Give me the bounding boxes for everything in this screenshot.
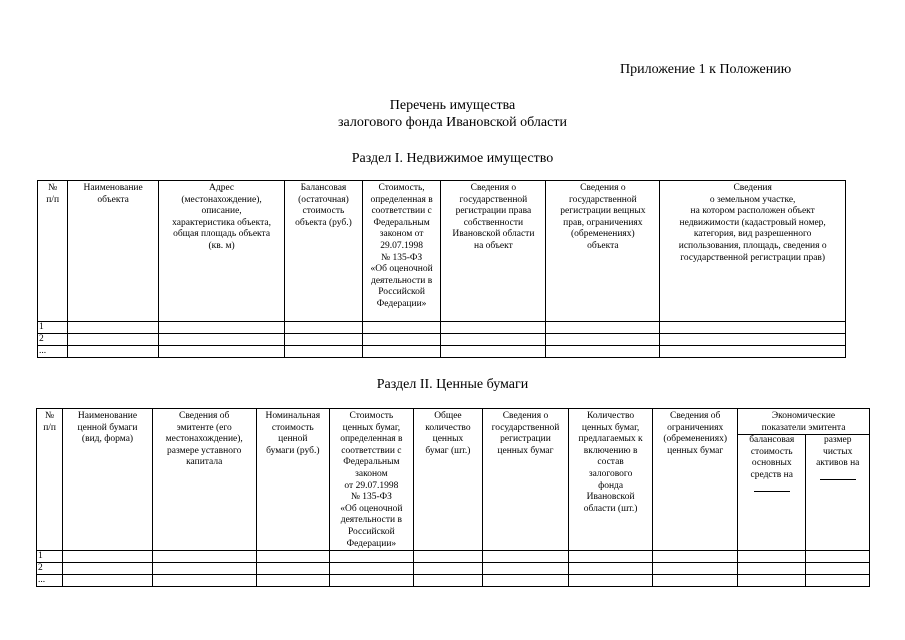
table-row xyxy=(38,346,846,358)
row-number: ... xyxy=(38,346,68,358)
header-cell-security-name: Наименование ценной бумаги (вид, форма) xyxy=(63,409,153,551)
document-title-line-1: Перечень имущества xyxy=(389,98,516,113)
header-cell-fixed-assets: балансовая стоимость основных средств на xyxy=(738,435,806,551)
header-cell-nominal-value: Номинальная стоимость ценной бумаги (руб.) xyxy=(256,409,330,551)
header-cell-encumbrances: Сведения о государственной регистрации вещных прав, ограничениях (обременениях) объекта xyxy=(546,181,660,322)
header-cell-total-quantity: Общее количество ценных бумаг (шт.) xyxy=(413,409,483,551)
document-title-line-2: залогового фонда Ивановской области xyxy=(338,115,567,130)
header-cell-appraised-value: Стоимость ценных бумаг, определенная в соответствии с Федеральным законом от 29.07.1998 № 135-ФЗ «Об оценочной деятельности в Российской Федерации» xyxy=(330,409,414,551)
header-cell-ownership-registration: Сведения о государственной регистрации права собственности Ивановской области на объект xyxy=(441,181,546,322)
securities-table xyxy=(36,408,870,587)
header-cell-appraised-value: Стоимость, определенная в соответствии с Федеральным законом от 29.07.1998 № 135-ФЗ «Об оценочной деятельности в Российской Федерации» xyxy=(362,181,441,322)
header-cell-address: Адрес (местонахождение), описание, характеристика объекта, общая площадь объекта (кв. м) xyxy=(159,181,285,322)
section-2-title: Раздел II. Ценные бумаги xyxy=(376,377,529,392)
header-cell-encumbrances: Сведения об ограничениях (обременениях) ценных бумаг xyxy=(653,409,738,551)
row-number: ... xyxy=(37,575,63,587)
header-cell-number: № п/п xyxy=(38,181,68,322)
header-cell-pledge-quantity: Количество ценных бумаг, предлагаемых к включению в состав залогового фонда Ивановской области (шт.) xyxy=(568,409,653,551)
header-cell-net-assets: размер чистых активов на xyxy=(806,435,870,551)
table-row xyxy=(37,575,870,587)
header-cell-registration: Сведения о государственной регистрации ценных бумаг xyxy=(483,409,569,551)
table-row xyxy=(37,551,870,563)
table-row xyxy=(38,334,846,346)
row-number: 2 xyxy=(38,334,68,346)
table-header-row xyxy=(37,409,870,435)
header-cell-balance-value: Балансовая (остаточная) стоимость объекта (руб.) xyxy=(285,181,363,322)
header-cell-object-name: Наименование объекта xyxy=(68,181,159,322)
section-1-title: Раздел I. Недвижимое имущество xyxy=(351,151,554,166)
real-estate-table xyxy=(37,180,846,358)
header-cell-number: № п/п xyxy=(37,409,63,551)
table-header-row xyxy=(38,181,846,322)
row-number: 1 xyxy=(38,322,68,334)
appendix-label: Приложение 1 к Положению xyxy=(620,62,792,77)
row-number: 2 xyxy=(37,563,63,575)
row-number: 1 xyxy=(37,551,63,563)
header-cell-issuer-indicators: Экономические показатели эмитента xyxy=(738,409,870,435)
header-cell-issuer: Сведения об эмитенте (его местонахождение), размере уставного капитала xyxy=(152,409,256,551)
header-cell-land-plot: Сведения о земельном участке, на котором расположен объект недвижимости (кадастровый номер, категория, вид разрешенного использования, площадь, сведения о государственной регистрации прав) xyxy=(660,181,846,322)
table-row xyxy=(37,563,870,575)
table-row xyxy=(38,322,846,334)
